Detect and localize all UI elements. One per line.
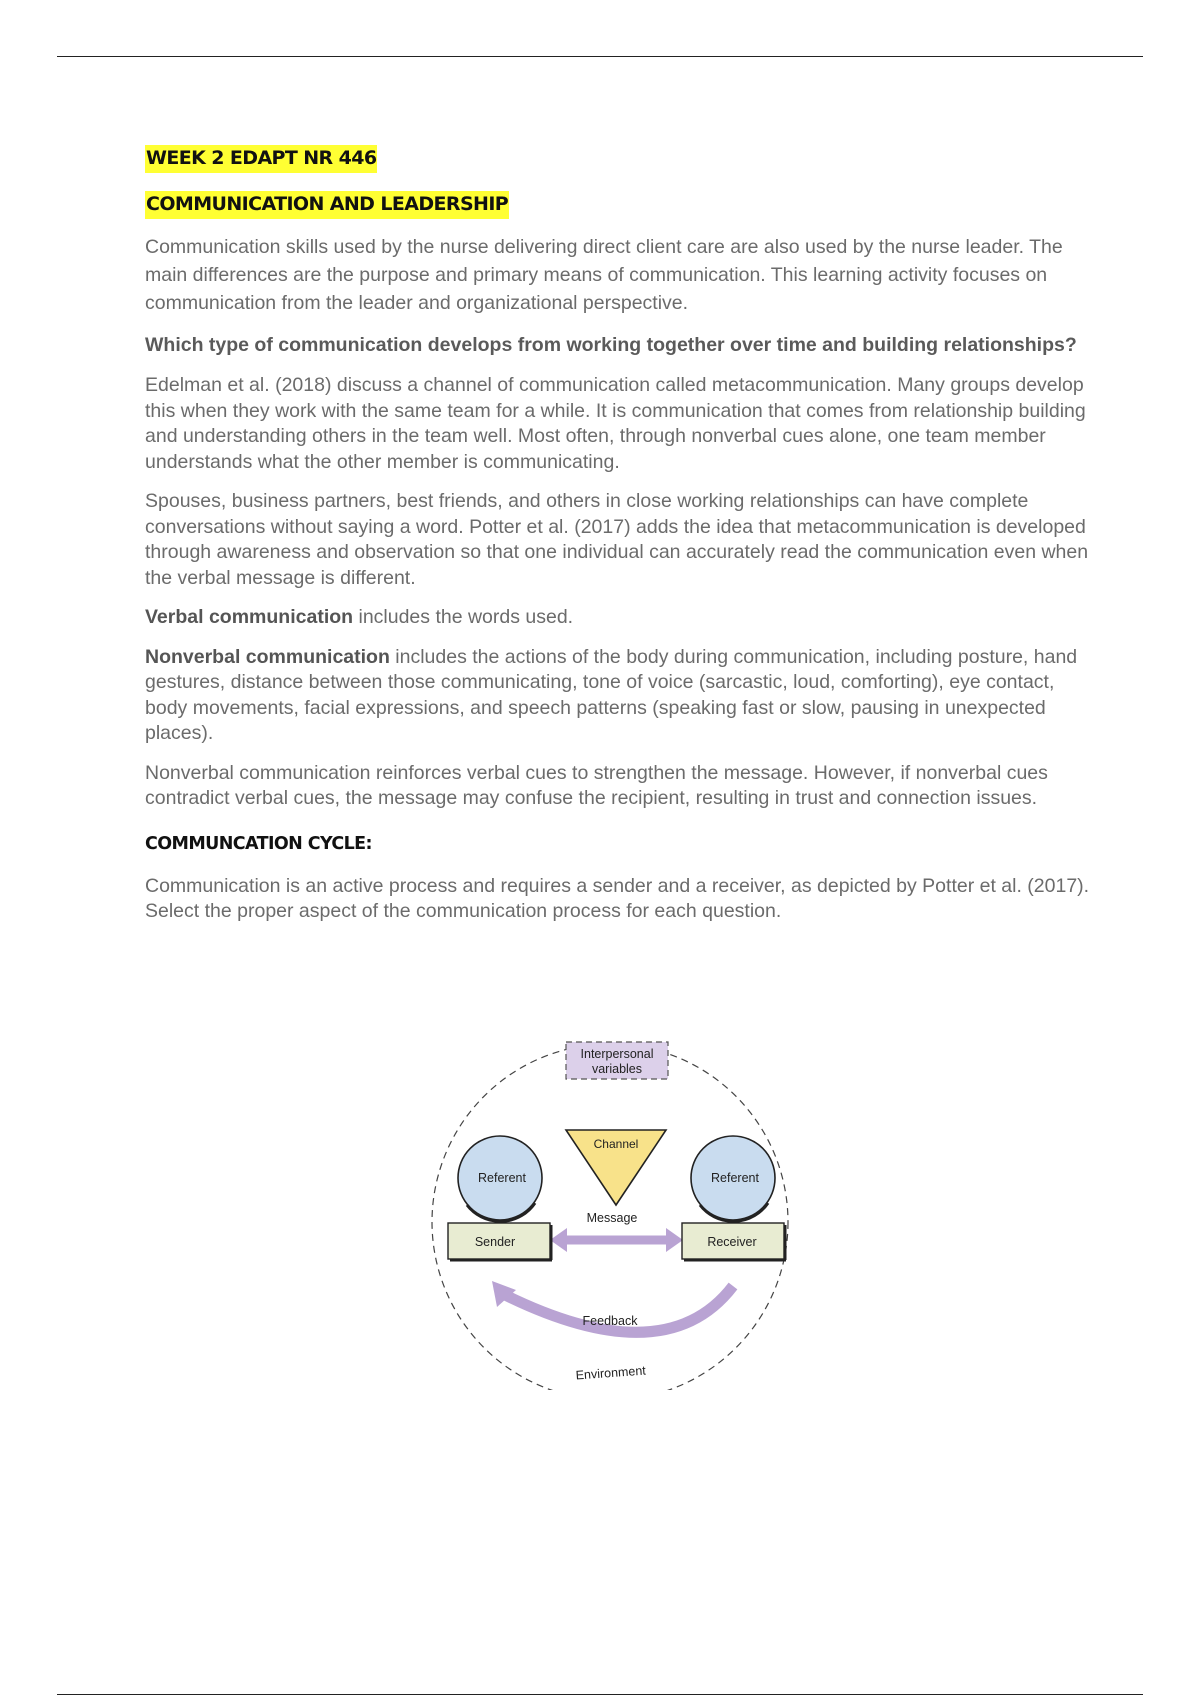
- footer-rule: [57, 1694, 1143, 1695]
- intro-paragraph: Communication skills used by the nurse delivering direct client care are also used by the nurse leader. The main differences are the purpose and primary means of communication. This learning activity focuses on communication from the leader and organizational perspective.: [145, 236, 1063, 314]
- metacommunication-paragraph: Edelman et al. (2018) discuss a channel of communication called metacommunication. Many groups develop this when they work with the same team for a while. It is communication that comes from relationship building and understanding others in the team well. Most often, through nonverbal cues alone, one team member understands what the other member is communicating.: [145, 374, 1086, 473]
- cycle-heading: COMMUNCATION CYCLE:: [145, 833, 372, 854]
- variables-label: variables: [591, 1062, 643, 1076]
- header-rule: [57, 56, 1143, 57]
- communication-cycle-diagram: [415, 1035, 795, 1390]
- heading-week: WEEK 2 EDAPT NR 446: [145, 145, 377, 173]
- interpersonal-variables-box: [566, 1042, 668, 1079]
- nonverbal-definition: includes the actions of the body during communication, including posture, hand gestures, distance between those communicating, tone of voice (sarcastic, loud, comforting), eye contact, body movements, facial expressions, and speech patterns (speaking fast or slow, pausing in unexpected places).: [145, 645, 1078, 744]
- verbal-paragraph: [145, 605, 1090, 631]
- referent-left-label: Referent: [478, 1171, 526, 1185]
- reinforce-paragraph: Nonverbal communication reinforces verbal cues to strengthen the message. However, if nonverbal cues contradict verbal cues, the message may confuse the recipient, resulting in trust and connection issues.: [145, 761, 1048, 809]
- referent-right-circle: [691, 1136, 775, 1221]
- document-body: [145, 145, 1090, 939]
- verbal-definition: includes the words used.: [353, 606, 574, 628]
- interpersonal-label: Interpersonal: [580, 1047, 654, 1061]
- message-label: Message: [586, 1211, 638, 1225]
- referent-left-circle: [458, 1136, 542, 1221]
- message-arrow: [550, 1228, 683, 1252]
- feedback-label: Feedback: [582, 1314, 638, 1328]
- referent-right-label: Referent: [711, 1171, 759, 1185]
- cycle-paragraph: Communication is an active process and requires a sender and a receiver, as depicted by Potter et al. (2017). Select the proper aspect of the communication process for each question.: [145, 874, 1090, 922]
- verbal-term: Verbal communication: [145, 606, 354, 628]
- feedback-arrow: [492, 1281, 733, 1332]
- spouses-paragraph: Spouses, business partners, best friends, and others in close working relationships can have complete conversations without saying a word. Potter et al. (2017) adds the idea that metacommunication is developed through awareness and observation so that one individual can accurately read the communication even when the verbal message is different.: [145, 490, 1089, 589]
- channel-triangle: [566, 1130, 666, 1205]
- channel-label: Channel: [593, 1137, 639, 1151]
- question-heading: Which type of communication develops from working together over time and building relationships?: [145, 334, 1077, 356]
- nonverbal-paragraph: [145, 645, 1090, 747]
- sender-label: Sender: [474, 1235, 516, 1249]
- nonverbal-term: Nonverbal communication: [145, 645, 390, 668]
- environment-label: Environment: [575, 1363, 647, 1383]
- receiver-box: [682, 1223, 786, 1260]
- receiver-label: Receiver: [707, 1235, 757, 1249]
- sender-box: [448, 1223, 552, 1260]
- heading-topic: COMMUNICATION AND LEADERSHIP: [145, 191, 509, 219]
